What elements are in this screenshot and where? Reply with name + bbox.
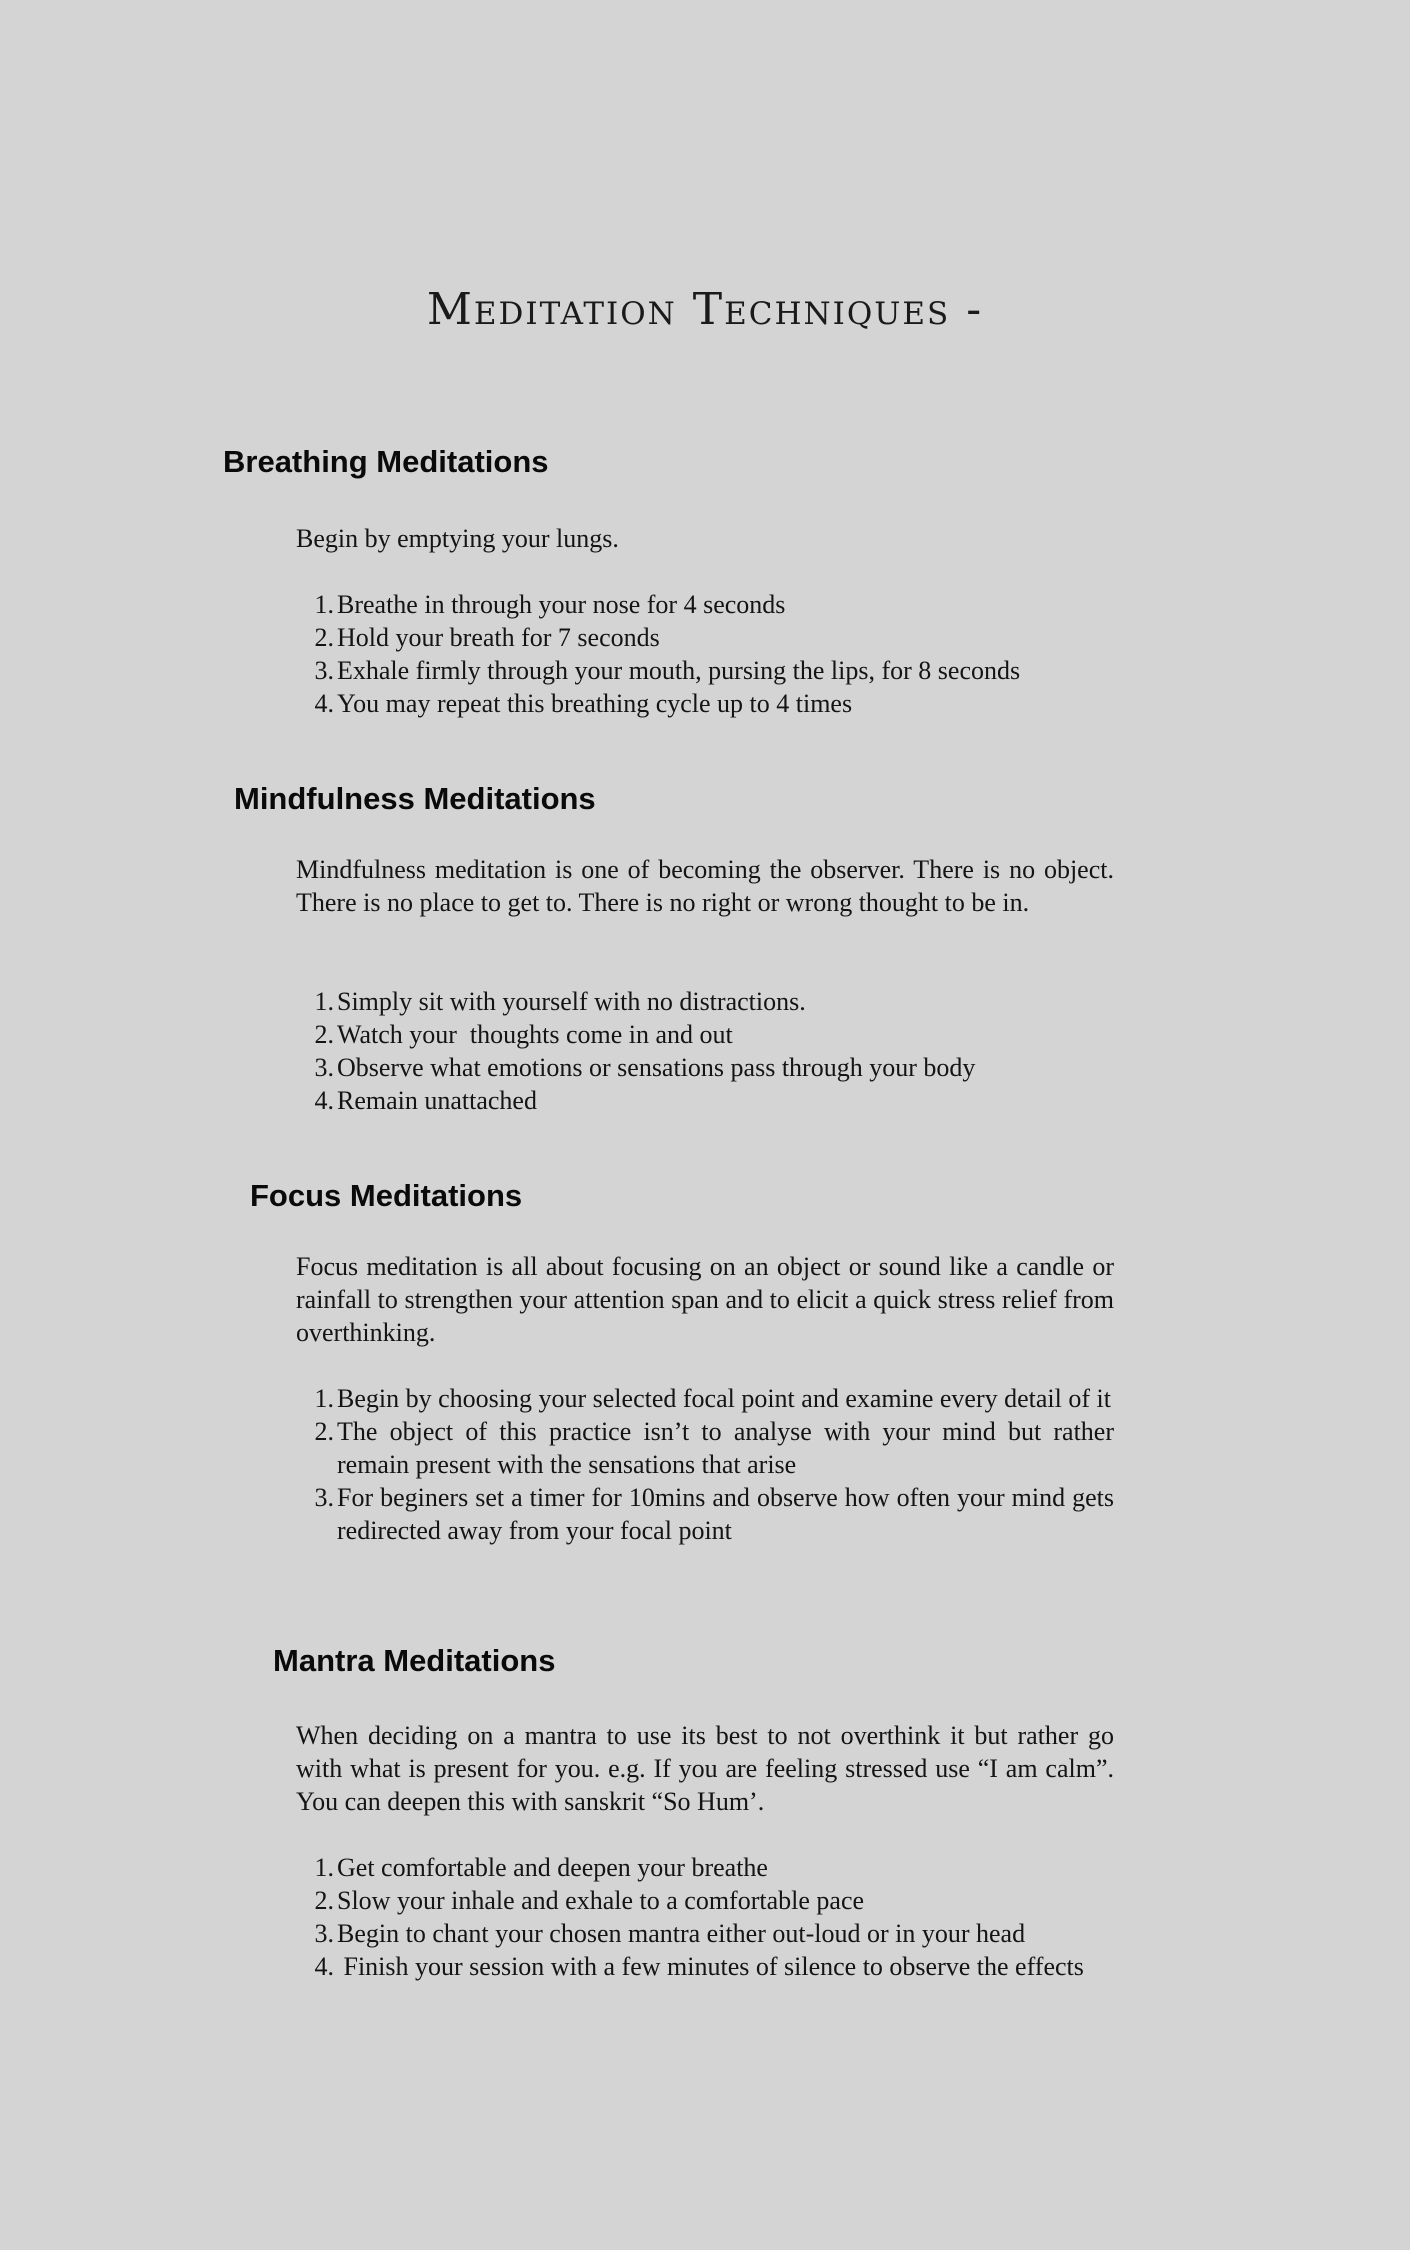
section-heading-breathing: Breathing Meditations [223, 444, 549, 479]
list-item: 2. Watch your thoughts come in and out [314, 1020, 733, 1049]
list-item: 3. Exhale firmly through your mouth, pursing the lips, for 8 seconds [314, 656, 1021, 685]
section-intro-mindfulness: Mindfulness meditation is one of becoming the observer. There is no object. There is no place to get to. There is no right or wrong thought to be in. [296, 855, 1114, 917]
list-item: 4. You may repeat this breathing cycle up to 4 times [314, 689, 853, 718]
step-text: Exhale firmly through your mouth, pursing the lips, for 8 seconds [337, 656, 1021, 685]
step-text: Finish your session with a few minutes of silence to observe the effects [337, 1952, 1084, 1981]
list-item: 3. Begin to chant your chosen mantra either out-loud or in your head [314, 1919, 1026, 1948]
step-text: Begin by choosing your selected focal point and examine every detail of it [337, 1384, 1111, 1413]
list-item: 1. Get comfortable and deepen your breathe [314, 1853, 768, 1882]
section-heading-focus: Focus Meditations [250, 1178, 523, 1213]
step-text: Remain unattached [337, 1086, 537, 1115]
step-text: Watch your thoughts come in and out [337, 1020, 733, 1049]
section-intro-mantra: When deciding on a mantra to use its best to not overthink it but rather go with what is present for you. e.g. If you are feeling stressed use “I am calm”. You can deepen this with sanskrit “So Hum’. [296, 1721, 1114, 1816]
steps-list-mantra [296, 1851, 1114, 1983]
list-item: 2. The object of this practice isn’t to analyse with your mind but rather remain present with the sensations that arise [314, 1417, 1114, 1479]
step-text: For beginers set a timer for 10mins and observe how often your mind gets redirected away from your focal point [337, 1483, 1114, 1545]
list-item: 1. Begin by choosing your selected focal point and examine every detail of it [314, 1384, 1111, 1413]
step-text: Slow your inhale and exhale to a comfortable pace [337, 1886, 865, 1915]
list-item: 3. Observe what emotions or sensations pass through your body [314, 1053, 976, 1082]
section-intro-focus: Focus meditation is all about focusing on an object or sound like a candle or rainfall to strengthen your attention span and to elicit a quick stress relief from overthinking. [296, 1252, 1114, 1347]
list-item: 4. Finish your session with a few minutes of silence to observe the effects [314, 1952, 1084, 1981]
page-title: Meditation Techniques - [426, 284, 984, 335]
section-intro-breathing: Begin by emptying your lungs. [296, 524, 619, 553]
steps-list-focus [296, 1382, 1114, 1547]
steps-list-breathing [296, 588, 1114, 720]
step-text: Begin to chant your chosen mantra either out-loud or in your head [337, 1919, 1026, 1948]
step-text: Simply sit with yourself with no distractions. [337, 987, 806, 1016]
step-text: The object of this practice isn’t to analyse with your mind but rather remain present with the sensations that arise [337, 1417, 1114, 1479]
list-item: 3. For beginers set a timer for 10mins and observe how often your mind gets redirected away from your focal point [314, 1483, 1114, 1545]
step-text: You may repeat this breathing cycle up to 4 times [337, 689, 853, 718]
section-heading-mantra: Mantra Meditations [273, 1643, 556, 1678]
list-item: 4. Remain unattached [314, 1086, 537, 1115]
section-heading-mindfulness: Mindfulness Meditations [234, 781, 596, 816]
steps-list-mindfulness [296, 985, 1114, 1117]
step-text: Hold your breath for 7 seconds [337, 623, 660, 652]
list-item: 2. Hold your breath for 7 seconds [314, 623, 660, 652]
step-text: Breathe in through your nose for 4 seconds [337, 590, 786, 619]
step-text: Observe what emotions or sensations pass through your body [337, 1053, 976, 1082]
step-text: Get comfortable and deepen your breathe [337, 1853, 768, 1882]
list-item: 1. Breathe in through your nose for 4 seconds [314, 590, 786, 619]
list-item: 2. Slow your inhale and exhale to a comfortable pace [314, 1886, 865, 1915]
list-item: 1. Simply sit with yourself with no distractions. [314, 987, 806, 1016]
